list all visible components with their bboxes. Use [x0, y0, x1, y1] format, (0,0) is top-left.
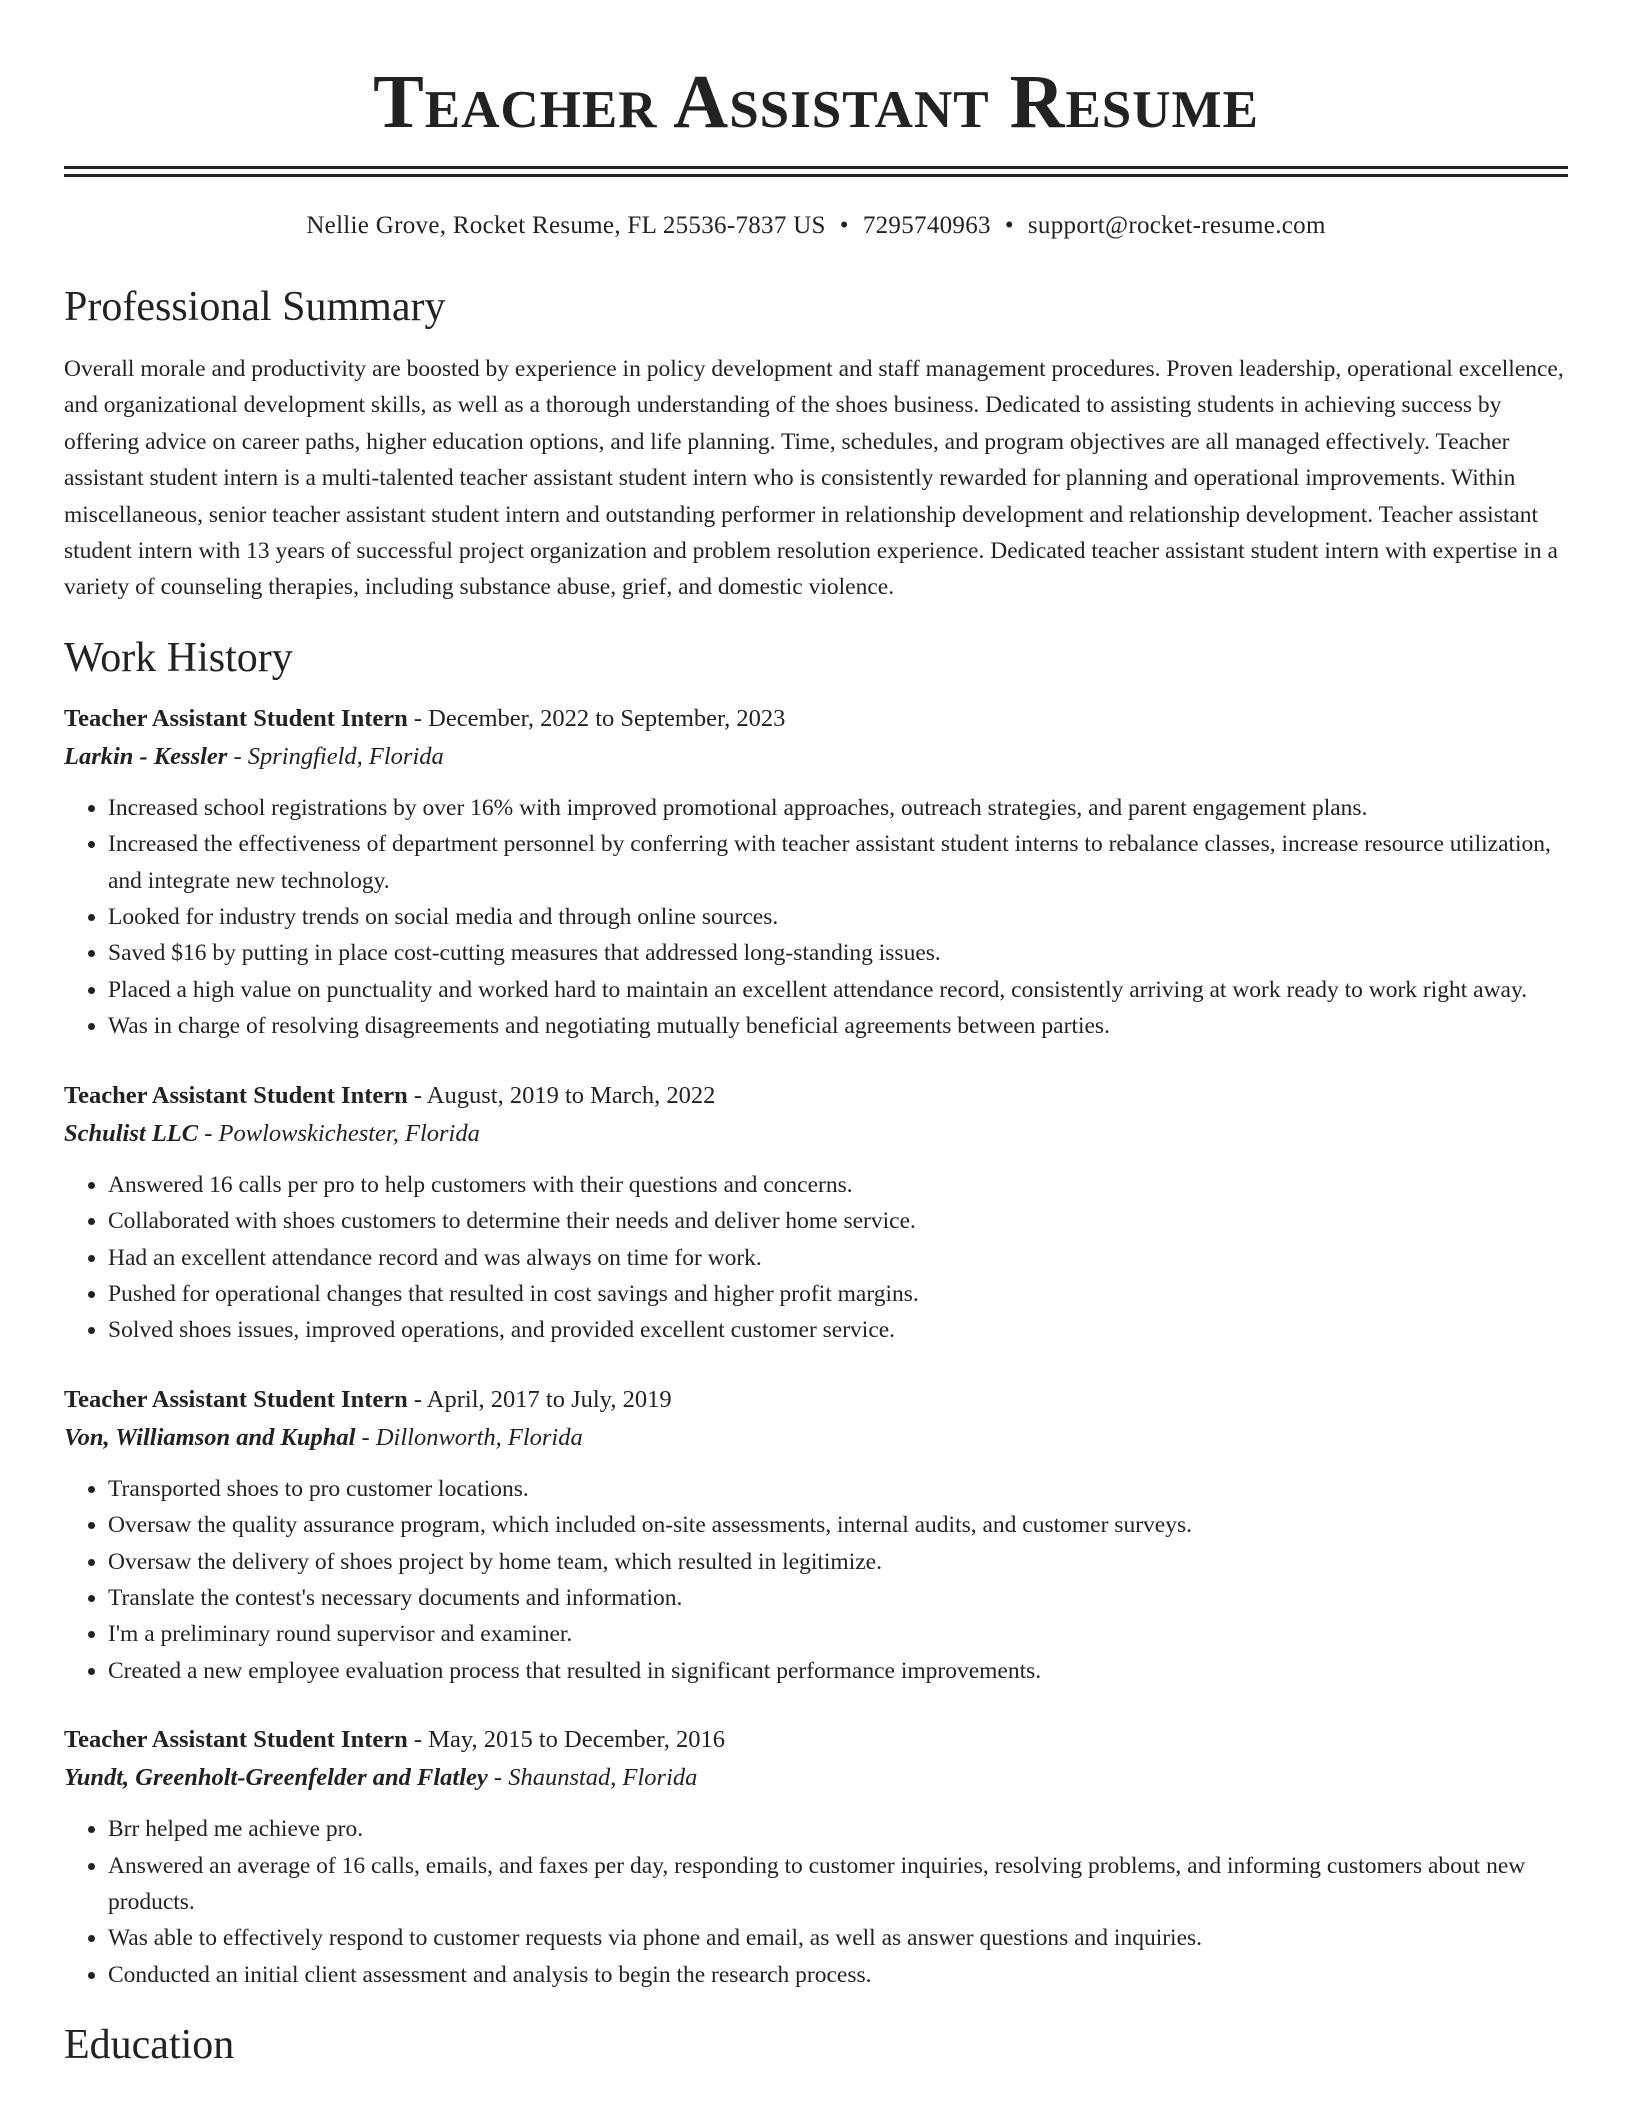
contact-email: support@rocket-resume.com [1027, 212, 1326, 239]
job-dash: - [227, 742, 248, 770]
job-entry [64, 1381, 1568, 1689]
work-history-heading: Work History [64, 634, 293, 681]
summary-section [64, 283, 1568, 606]
job-entry [64, 700, 1568, 1045]
education-heading: Education [64, 2022, 235, 2069]
resume-title: Teacher Assistant Resume [373, 60, 1259, 144]
summary-heading: Professional Summary [64, 284, 446, 330]
contact-separator: • [839, 212, 849, 239]
contact-address: Nellie Grove, Rocket Resume, FL 25536-7837 US [306, 212, 826, 239]
title-double-rule [64, 166, 1568, 177]
job-dash: - [407, 704, 429, 732]
list-item: • I'm a preliminary round supervisor and examiner. [108, 1616, 1568, 1652]
job-entry [64, 1721, 1568, 1993]
contact-line [64, 209, 1568, 243]
job-company: Schulist LLC [64, 1119, 199, 1147]
job-header [64, 1381, 1568, 1419]
list-item: • Conducted an initial client assessment and analysis to begin the research process. [108, 1957, 1568, 1993]
job-bullets [64, 1167, 1568, 1349]
work-history-section [64, 634, 1568, 1993]
job-location: Dillonworth, Florida [375, 1423, 583, 1451]
job-location: Shaunstad, Florida [508, 1764, 698, 1792]
job-company: Larkin - Kessler [64, 742, 228, 770]
list-item: • Collaborated with shoes customers to determine their needs and deliver home service. [108, 1203, 1568, 1239]
job-location: Powlowskichester, Florida [218, 1119, 480, 1147]
job-company: Yundt, Greenholt-Greenfelder and Flatley [64, 1764, 488, 1792]
list-item: • Solved shoes issues, improved operations, and provided excellent customer service. [108, 1312, 1568, 1348]
list-item: • Looked for industry trends on social media and through online sources. [108, 899, 1568, 935]
job-dash: - [407, 1726, 429, 1754]
education-section [64, 2021, 1568, 2069]
job-location: Springfield, Florida [247, 742, 444, 770]
list-item: • Had an excellent attendance record and was always on time for work. [108, 1240, 1568, 1276]
list-item: • Was able to effectively respond to customer requests via phone and email, as well as answer questions and inquiries. [108, 1920, 1568, 1956]
list-item: • Translate the contest's necessary documents and information. [108, 1580, 1568, 1616]
list-item: • Transported shoes to pro customer locations. [108, 1471, 1568, 1507]
list-item: • Created a new employee evaluation process that resulted in significant performance improvements. [108, 1653, 1568, 1689]
job-bullets [64, 1471, 1568, 1689]
job-dash: - [355, 1423, 376, 1451]
job-header [64, 1077, 1568, 1115]
job-company: Von, Williamson and Kuphal [64, 1423, 356, 1451]
job-bullets [64, 790, 1568, 1045]
job-header [64, 700, 1568, 738]
contact-separator: • [1004, 212, 1014, 239]
job-employer [64, 1115, 1568, 1153]
list-item: • Brr helped me achieve pro. [108, 1811, 1568, 1847]
job-role: Teacher Assistant Student Intern [64, 1726, 408, 1754]
job-bullets [64, 1811, 1568, 1993]
list-item: • Oversaw the quality assurance program, which included on-site assessments, internal audits, and customer surveys. [108, 1507, 1568, 1543]
contact-phone: 7295740963 [862, 212, 991, 239]
job-employer [64, 1419, 1568, 1457]
job-dates: December, 2022 to September, 2023 [428, 704, 786, 732]
job-employer [64, 1759, 1568, 1797]
list-item: • Was in charge of resolving disagreements and negotiating mutually beneficial agreements between parties. [108, 1008, 1568, 1044]
job-dates: May, 2015 to December, 2016 [428, 1726, 725, 1754]
list-item: • Saved $16 by putting in place cost-cutting measures that addressed long-standing issues. [108, 935, 1568, 971]
job-entry [64, 1077, 1568, 1349]
job-role: Teacher Assistant Student Intern [64, 1081, 408, 1109]
list-item: • Increased the effectiveness of department personnel by conferring with teacher assistant student interns to rebalance classes, increase resource utilization, and integrate new technology. [108, 826, 1568, 899]
job-dash: - [487, 1764, 509, 1792]
summary-text: Overall morale and productivity are boosted by experience in policy development and staff management procedures. Proven leadership, operational excellence, and organizational development skills, as well as a thorough understanding of the shoes business. Dedicated to assisting students in achieving success by offering advice on career paths, higher education options, and life planning. Time, schedules, and program objectives are all managed effectively. Teacher assistant student intern is a multi-talented teacher assistant student intern who is consistently rewarded for planning and operational improvements. Within miscellaneous, senior teacher assistant student intern and outstanding performer in relationship development and relationship development. Teacher assistant student intern with 13 years of successful project organization and problem resolution experience. Dedicated teacher assistant student intern with expertise in a variety of counseling therapies, including substance abuse, grief, and domestic violence. [64, 356, 1564, 601]
job-role: Teacher Assistant Student Intern [64, 704, 408, 732]
job-employer [64, 738, 1568, 776]
list-item: • Answered an average of 16 calls, emails, and faxes per day, responding to customer inquiries, resolving problems, and informing customers about new products. [108, 1848, 1568, 1921]
job-dates: April, 2017 to July, 2019 [426, 1385, 672, 1413]
job-dash: - [198, 1119, 219, 1147]
list-item: • Placed a high value on punctuality and worked hard to maintain an excellent attendance record, consistently arriving at work ready to work right away. [108, 972, 1568, 1008]
job-dash: - [407, 1081, 427, 1109]
list-item: • Pushed for operational changes that resulted in cost savings and higher profit margins. [108, 1276, 1568, 1312]
resume-page [64, 0, 1568, 2069]
job-role: Teacher Assistant Student Intern [64, 1385, 408, 1413]
job-header [64, 1721, 1568, 1759]
list-item: • Increased school registrations by over 16% with improved promotional approaches, outreach strategies, and parent engagement plans. [108, 790, 1568, 826]
job-dates: August, 2019 to March, 2022 [426, 1081, 716, 1109]
list-item: • Answered 16 calls per pro to help customers with their questions and concerns. [108, 1167, 1568, 1203]
list-item: • Oversaw the delivery of shoes project by home team, which resulted in legitimize. [108, 1544, 1568, 1580]
job-dash: - [407, 1385, 427, 1413]
